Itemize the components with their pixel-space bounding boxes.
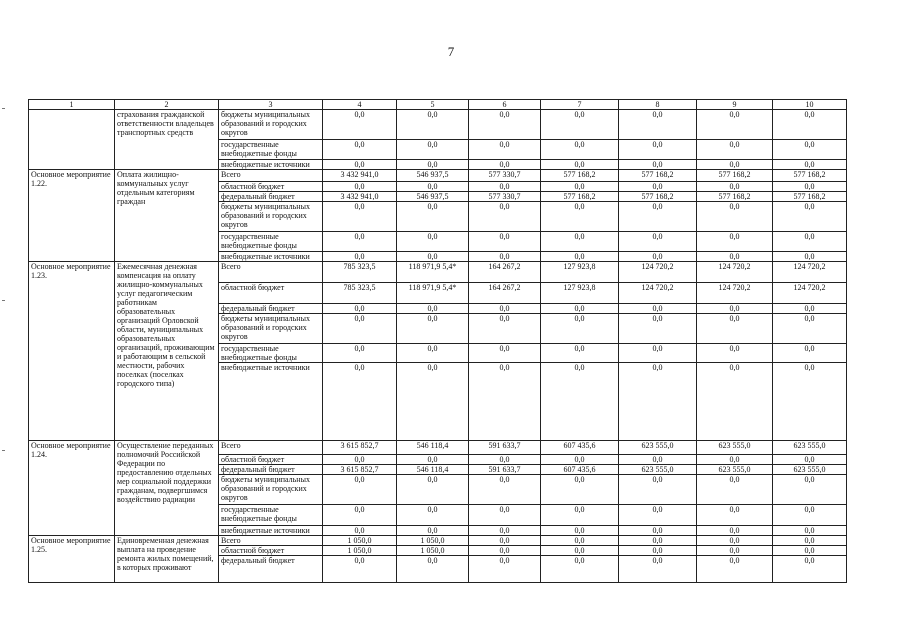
- amount-cell: 0,0: [773, 314, 847, 344]
- amount-cell: 0,0: [323, 314, 397, 344]
- funding-source: бюджеты муниципальных образований и городских округов: [219, 110, 323, 140]
- column-header-1: 1: [29, 100, 115, 110]
- amount-cell: 546 937,5: [397, 170, 469, 182]
- funding-source: Всего: [219, 441, 323, 455]
- amount-cell: 0,0: [619, 160, 697, 170]
- amount-cell: 0,0: [469, 110, 541, 140]
- amount-cell: 3 432 941,0: [323, 192, 397, 202]
- amount-cell: 591 633,7: [469, 441, 541, 455]
- amount-cell: 0,0: [619, 556, 697, 583]
- measure-description: Оплата жилищно-коммунальных услуг отдельным категориям граждан: [115, 170, 219, 262]
- amount-cell: 0,0: [397, 140, 469, 160]
- measure-description: Ежемесячная денежная компенсация на оплату жилищно-коммунальных услуг педагогическим работникам образовательных организаций Орловской области, муниципальных образовательных организаций, проживающим и работающим в сельской местности, рабочих поселках (поселках городского типа): [115, 262, 219, 441]
- amount-cell: 0,0: [323, 252, 397, 262]
- amount-cell: 118 971,9 5,4*: [397, 262, 469, 283]
- amount-cell: 0,0: [541, 556, 619, 583]
- amount-cell: 0,0: [397, 182, 469, 192]
- amount-cell: 0,0: [541, 344, 619, 363]
- amount-cell: 0,0: [619, 455, 697, 465]
- funding-source: государственные внебюджетные фонды: [219, 344, 323, 363]
- amount-cell: 0,0: [469, 556, 541, 583]
- amount-cell: 127 923,8: [541, 262, 619, 283]
- amount-cell: 3 615 852,7: [323, 465, 397, 475]
- amount-cell: 0,0: [619, 304, 697, 314]
- funding-source: областной бюджет: [219, 455, 323, 465]
- amount-cell: 0,0: [541, 505, 619, 526]
- funding-source: областной бюджет: [219, 182, 323, 192]
- funding-source: бюджеты муниципальных образований и городских округов: [219, 202, 323, 232]
- amount-cell: 127 923,8: [541, 283, 619, 304]
- amount-cell: 577 168,2: [773, 192, 847, 202]
- amount-cell: 591 633,7: [469, 465, 541, 475]
- amount-cell: 0,0: [773, 344, 847, 363]
- amount-cell: 0,0: [397, 556, 469, 583]
- amount-cell: 0,0: [541, 160, 619, 170]
- amount-cell: 0,0: [323, 202, 397, 232]
- amount-cell: 785 323,5: [323, 262, 397, 283]
- amount-cell: 0,0: [323, 344, 397, 363]
- amount-cell: 0,0: [619, 475, 697, 505]
- amount-cell: 1 050,0: [397, 546, 469, 556]
- amount-cell: 0,0: [469, 252, 541, 262]
- measure-label: Основное мероприятие 1.25.: [29, 536, 115, 583]
- table-row: [29, 262, 847, 283]
- amount-cell: 0,0: [541, 252, 619, 262]
- amount-cell: 0,0: [697, 110, 773, 140]
- amount-cell: 3 615 852,7: [323, 441, 397, 455]
- column-header-3: 3: [219, 100, 323, 110]
- amount-cell: 124 720,2: [619, 262, 697, 283]
- amount-cell: 0,0: [469, 160, 541, 170]
- funding-source: федеральный бюджет: [219, 192, 323, 202]
- amount-cell: 0,0: [323, 526, 397, 536]
- amount-cell: 0,0: [469, 546, 541, 556]
- amount-cell: 0,0: [469, 314, 541, 344]
- amount-cell: 0,0: [397, 363, 469, 441]
- amount-cell: 164 267,2: [469, 262, 541, 283]
- amount-cell: 577 168,2: [773, 170, 847, 182]
- amount-cell: 0,0: [469, 304, 541, 314]
- amount-cell: 0,0: [697, 363, 773, 441]
- amount-cell: 0,0: [541, 536, 619, 546]
- amount-cell: 0,0: [397, 505, 469, 526]
- amount-cell: 623 555,0: [773, 441, 847, 455]
- amount-cell: 0,0: [697, 232, 773, 252]
- amount-cell: 0,0: [541, 110, 619, 140]
- amount-cell: 577 168,2: [541, 192, 619, 202]
- amount-cell: 0,0: [619, 252, 697, 262]
- amount-cell: 0,0: [397, 202, 469, 232]
- amount-cell: 164 267,2: [469, 283, 541, 304]
- funding-source: государственные внебюджетные фонды: [219, 505, 323, 526]
- amount-cell: 577 330,7: [469, 192, 541, 202]
- amount-cell: 0,0: [541, 475, 619, 505]
- amount-cell: 0,0: [619, 363, 697, 441]
- amount-cell: 0,0: [541, 304, 619, 314]
- amount-cell: 0,0: [773, 252, 847, 262]
- amount-cell: 623 555,0: [697, 441, 773, 455]
- amount-cell: 0,0: [323, 455, 397, 465]
- amount-cell: 0,0: [773, 304, 847, 314]
- amount-cell: 0,0: [323, 110, 397, 140]
- amount-cell: 124 720,2: [773, 283, 847, 304]
- amount-cell: 0,0: [697, 182, 773, 192]
- amount-cell: 0,0: [469, 526, 541, 536]
- amount-cell: 124 720,2: [619, 283, 697, 304]
- column-header-5: 5: [397, 100, 469, 110]
- amount-cell: 0,0: [697, 252, 773, 262]
- table-row: [29, 170, 847, 182]
- amount-cell: 0,0: [697, 505, 773, 526]
- measure-description: Осуществление переданных полномочий Российской Федерации по предоставлению отдельных мер социальной поддержки гражданам, подвергшимся воздействию радиации: [115, 441, 219, 536]
- amount-cell: 0,0: [697, 314, 773, 344]
- amount-cell: 0,0: [397, 110, 469, 140]
- table-row: [29, 536, 847, 546]
- amount-cell: 0,0: [697, 536, 773, 546]
- amount-cell: 0,0: [773, 160, 847, 170]
- funding-source: федеральный бюджет: [219, 556, 323, 583]
- table-row: [29, 110, 847, 140]
- amount-cell: 0,0: [697, 475, 773, 505]
- amount-cell: 0,0: [773, 182, 847, 192]
- funding-source: государственные внебюджетные фонды: [219, 232, 323, 252]
- amount-cell: 0,0: [697, 160, 773, 170]
- amount-cell: 1 050,0: [397, 536, 469, 546]
- funding-source: федеральный бюджет: [219, 465, 323, 475]
- amount-cell: 0,0: [619, 182, 697, 192]
- amount-cell: 0,0: [541, 363, 619, 441]
- amount-cell: 623 555,0: [697, 465, 773, 475]
- amount-cell: 0,0: [323, 505, 397, 526]
- amount-cell: 0,0: [323, 182, 397, 192]
- amount-cell: 0,0: [697, 455, 773, 465]
- measure-label: Основное мероприятие 1.24.: [29, 441, 115, 536]
- amount-cell: 0,0: [323, 475, 397, 505]
- amount-cell: 0,0: [397, 475, 469, 505]
- amount-cell: 0,0: [323, 140, 397, 160]
- amount-cell: 0,0: [541, 140, 619, 160]
- column-header-6: 6: [469, 100, 541, 110]
- column-header-10: 10: [773, 100, 847, 110]
- amount-cell: 0,0: [773, 455, 847, 465]
- scan-mark: [2, 450, 5, 451]
- amount-cell: 0,0: [773, 110, 847, 140]
- amount-cell: 0,0: [469, 455, 541, 465]
- amount-cell: 0,0: [397, 232, 469, 252]
- amount-cell: 0,0: [619, 232, 697, 252]
- funding-source: внебюджетные источники: [219, 363, 323, 441]
- funding-source: бюджеты муниципальных образований и городских округов: [219, 314, 323, 344]
- funding-source: федеральный бюджет: [219, 304, 323, 314]
- column-header-4: 4: [323, 100, 397, 110]
- table-row: [29, 441, 847, 455]
- amount-cell: 0,0: [469, 505, 541, 526]
- amount-cell: 0,0: [541, 232, 619, 252]
- amount-cell: 0,0: [619, 140, 697, 160]
- amount-cell: 546 118,4: [397, 465, 469, 475]
- amount-cell: 0,0: [469, 202, 541, 232]
- amount-cell: 0,0: [773, 526, 847, 536]
- amount-cell: 0,0: [397, 304, 469, 314]
- amount-cell: 0,0: [323, 556, 397, 583]
- amount-cell: 0,0: [619, 526, 697, 536]
- amount-cell: 0,0: [619, 505, 697, 526]
- amount-cell: 546 118,4: [397, 441, 469, 455]
- amount-cell: 0,0: [397, 526, 469, 536]
- amount-cell: 124 720,2: [697, 283, 773, 304]
- amount-cell: 607 435,6: [541, 441, 619, 455]
- amount-cell: 0,0: [397, 252, 469, 262]
- funding-source: внебюджетные источники: [219, 160, 323, 170]
- amount-cell: 0,0: [773, 505, 847, 526]
- amount-cell: 0,0: [697, 546, 773, 556]
- amount-cell: 577 168,2: [697, 170, 773, 182]
- amount-cell: 546 937,5: [397, 192, 469, 202]
- amount-cell: 0,0: [773, 363, 847, 441]
- amount-cell: 0,0: [697, 140, 773, 160]
- measure-label: Основное мероприятие 1.23.: [29, 262, 115, 441]
- amount-cell: 0,0: [619, 202, 697, 232]
- funding-source: Всего: [219, 536, 323, 546]
- scan-mark: [2, 300, 5, 301]
- amount-cell: 0,0: [773, 202, 847, 232]
- amount-cell: 118 971,9 5,4*: [397, 283, 469, 304]
- amount-cell: 785 323,5: [323, 283, 397, 304]
- amount-cell: 0,0: [541, 526, 619, 536]
- header-row: [29, 100, 847, 110]
- funding-source: бюджеты муниципальных образований и городских округов: [219, 475, 323, 505]
- amount-cell: 124 720,2: [697, 262, 773, 283]
- column-header-8: 8: [619, 100, 697, 110]
- scan-mark: [2, 108, 5, 109]
- funding-source: внебюджетные источники: [219, 526, 323, 536]
- amount-cell: 623 555,0: [619, 465, 697, 475]
- amount-cell: 0,0: [541, 314, 619, 344]
- measure-label: [29, 110, 115, 170]
- amount-cell: 607 435,6: [541, 465, 619, 475]
- amount-cell: 0,0: [773, 232, 847, 252]
- amount-cell: 0,0: [773, 556, 847, 583]
- column-header-7: 7: [541, 100, 619, 110]
- amount-cell: 0,0: [541, 202, 619, 232]
- amount-cell: 0,0: [773, 546, 847, 556]
- amount-cell: 0,0: [323, 363, 397, 441]
- amount-cell: 0,0: [541, 546, 619, 556]
- amount-cell: 623 555,0: [773, 465, 847, 475]
- amount-cell: 0,0: [619, 344, 697, 363]
- amount-cell: 0,0: [469, 344, 541, 363]
- amount-cell: 1 050,0: [323, 536, 397, 546]
- amount-cell: 0,0: [397, 160, 469, 170]
- amount-cell: 0,0: [469, 232, 541, 252]
- page-number: 7: [447, 44, 455, 59]
- amount-cell: 0,0: [697, 304, 773, 314]
- amount-cell: 0,0: [397, 455, 469, 465]
- amount-cell: 0,0: [697, 526, 773, 536]
- amount-cell: 0,0: [469, 363, 541, 441]
- amount-cell: 0,0: [773, 140, 847, 160]
- funding-source: областной бюджет: [219, 283, 323, 304]
- amount-cell: 3 432 941,0: [323, 170, 397, 182]
- amount-cell: 124 720,2: [773, 262, 847, 283]
- amount-cell: 0,0: [323, 160, 397, 170]
- amount-cell: 0,0: [469, 536, 541, 546]
- amount-cell: 0,0: [323, 304, 397, 314]
- column-header-2: 2: [115, 100, 219, 110]
- funding-source: Всего: [219, 262, 323, 283]
- budget-table: [28, 99, 847, 583]
- measure-description: Единовременная денежная выплата на проведение ремонта жилых помещений, в которых проживают: [115, 536, 219, 583]
- amount-cell: 1 050,0: [323, 546, 397, 556]
- amount-cell: 0,0: [323, 232, 397, 252]
- amount-cell: 577 168,2: [697, 192, 773, 202]
- amount-cell: 0,0: [619, 110, 697, 140]
- amount-cell: 0,0: [619, 546, 697, 556]
- amount-cell: 577 168,2: [541, 170, 619, 182]
- amount-cell: 0,0: [697, 556, 773, 583]
- amount-cell: 0,0: [773, 536, 847, 546]
- amount-cell: 0,0: [697, 202, 773, 232]
- funding-source: областной бюджет: [219, 546, 323, 556]
- amount-cell: 0,0: [541, 182, 619, 192]
- measure-label: Основное мероприятие 1.22.: [29, 170, 115, 262]
- amount-cell: 0,0: [469, 182, 541, 192]
- amount-cell: 0,0: [773, 475, 847, 505]
- amount-cell: 577 168,2: [619, 192, 697, 202]
- amount-cell: 0,0: [697, 344, 773, 363]
- amount-cell: 0,0: [619, 314, 697, 344]
- amount-cell: 0,0: [469, 140, 541, 160]
- funding-source: Всего: [219, 170, 323, 182]
- amount-cell: 577 168,2: [619, 170, 697, 182]
- amount-cell: 0,0: [397, 314, 469, 344]
- amount-cell: 0,0: [619, 536, 697, 546]
- amount-cell: 0,0: [469, 475, 541, 505]
- measure-description: страхования гражданской ответственности владельцев транспортных средств: [115, 110, 219, 170]
- column-header-9: 9: [697, 100, 773, 110]
- amount-cell: 0,0: [397, 344, 469, 363]
- funding-source: внебюджетные источники: [219, 252, 323, 262]
- amount-cell: 623 555,0: [619, 441, 697, 455]
- funding-source: государственные внебюджетные фонды: [219, 140, 323, 160]
- amount-cell: 0,0: [541, 455, 619, 465]
- amount-cell: 577 330,7: [469, 170, 541, 182]
